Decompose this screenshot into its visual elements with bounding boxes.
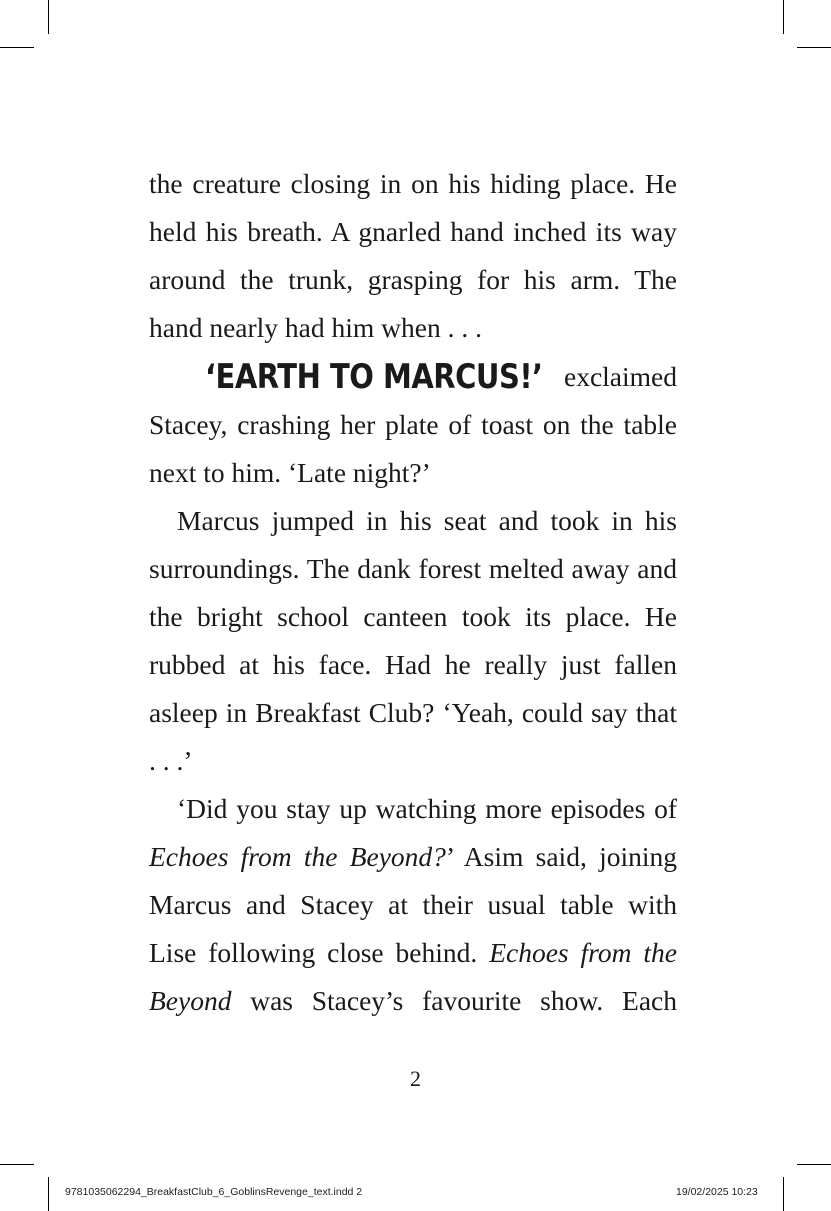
page-number: 2 [410, 1066, 421, 1091]
crop-mark [797, 47, 831, 48]
shout-text: ‘EARTH TO MARCUS!’ [205, 355, 543, 397]
crop-mark [48, 1177, 49, 1211]
crop-mark [0, 47, 34, 48]
paragraph-text: ’ Asim said, joining Marcus and Stacey at their usual table with Lise following close behind. [149, 841, 677, 968]
slug-filename: 9781035062294_BreakfastClub_6_GoblinsRevenge_text.indd 2 [65, 1186, 363, 1198]
body-text [149, 160, 677, 1025]
crop-mark [48, 0, 49, 34]
show-title: Echoes from the Beyond [149, 937, 677, 1016]
slug-date: 19/02/2025 10:23 [676, 1186, 758, 1198]
paragraph-text: ‘Did you stay up watching more episodes of [177, 793, 677, 824]
crop-mark [797, 1164, 831, 1165]
paragraph: the creature closing in on his hiding place. He held his breath. A gnarled hand inched its way around the trunk, grasping for his arm. The hand nearly had him when . . . [149, 168, 677, 343]
paragraph: Marcus jumped in his seat and took in his surroundings. The dank forest melted away and the bright school canteen took its place. He rubbed at his face. Had he really just fallen asleep in Breakfast Club? ‘Yeah, could say that . . .’ [149, 505, 677, 776]
paragraph-text: was Stacey’s favourite show. Each [231, 985, 677, 1016]
show-title: Echoes from the Beyond? [149, 841, 446, 872]
paragraph [149, 352, 677, 497]
crop-mark [783, 0, 784, 34]
paragraph-text: exclaimed Stacey, crashing her plate of toast on the table next to him. ‘Late night?’ [149, 361, 677, 488]
paragraph [149, 785, 677, 1025]
crop-mark [0, 1164, 34, 1165]
crop-mark [783, 1177, 784, 1211]
